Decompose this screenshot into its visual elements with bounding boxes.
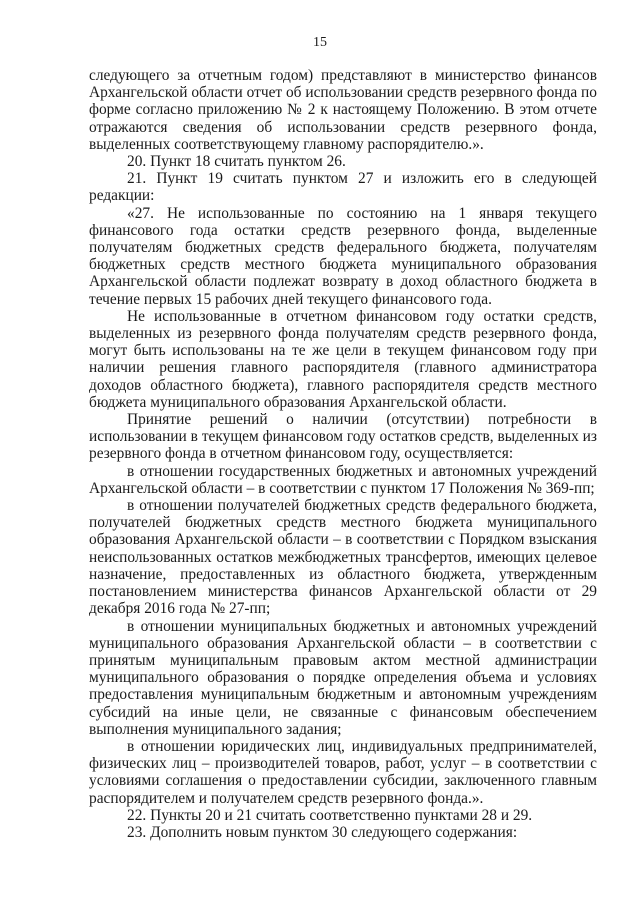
paragraph: 22. Пункты 20 и 21 считать соответственно пунктами 28 и 29. — [127, 806, 533, 824]
document-body — [89, 67, 597, 841]
paragraph: Принятие решений о наличии (отсутствии) потребности в использовании в текущем финансовом году остатков средств, выделенных из резервного фонда в отчетном финансовом году, осуществляется: — [89, 411, 597, 463]
paragraph: 23. Дополнить новым пунктом 30 следующего содержания: — [127, 823, 518, 841]
paragraph: Не использованные в отчетном финансовом году остатки средств, выделенных из резервного фонда получателям средств резервного фонда, могут быть использованы на те же цели в текущем финансовом году при наличии решения главного распорядителя (главного администратора доходов областного бюджета), главного распорядителя средств местного бюджета муниципального образования Архангельской области. — [89, 307, 597, 411]
paragraph: следующего за отчетным годом) представляют в министерство финансов Архангельской области отчет об использовании средств резервного фонда по форме согласно приложению № 2 к настоящему Положению. В этом отчете отражаются сведения об использовании средств резервного фонда, выделенных соответствующему главному распорядителю.». — [89, 67, 597, 153]
paragraph: в отношении государственных бюджетных и автономных учреждений Архангельской области – в соответствии с пунктом 17 Положения № 369-пп; — [89, 462, 597, 497]
paragraph: в отношении юридических лиц, индивидуальных предпринимателей, физических лиц – производителей товаров, работ, услуг – в соответствии с условиями соглашения о предоставлении субсидии, заключенного главным распорядителем и получателем средств резервного фонда.». — [89, 737, 597, 807]
paragraph: в отношении муниципальных бюджетных и автономных учреждений муниципального образования Архангельской области – в соответствии с принятым муниципальным правовым актом местной администрации муниципального образования о порядке определения объема и условиях предоставления муниципальным бюджетным и автономным учреждениям субсидий на иные цели, не связанные с финансовым обеспечением выполнения муниципального задания; — [89, 617, 597, 738]
page-number: 15 — [313, 35, 327, 50]
paragraph: в отношении получателей бюджетных средств федерального бюджета, получателей бюджетных средств местного бюджета муниципального образования Архангельской области – в соответствии с Порядком взыскания неиспользованных остатков межбюджетных трансфертов, имеющих целевое назначение, предоставленных из областного бюджета, утвержденным постановлением министерства финансов Архангельской области от 29 декабря 2016 года № 27-пп; — [89, 497, 597, 618]
paragraph: 20. Пункт 18 считать пунктом 26. — [127, 153, 346, 171]
paragraph: «27. Не использованные по состоянию на 1 января текущего финансового года остатки средств резервного фонда, выделенные получателям бюджетных средств федерального бюджета, получателям бюджетных средств местного бюджета муниципального образования Архангельской области подлежат возврату в доход областного бюджета в течение первых 15 рабочих дней текущего финансового года. — [89, 204, 597, 308]
paragraph: 21. Пункт 19 считать пунктом 27 и изложить его в следующей редакции: — [89, 170, 597, 205]
